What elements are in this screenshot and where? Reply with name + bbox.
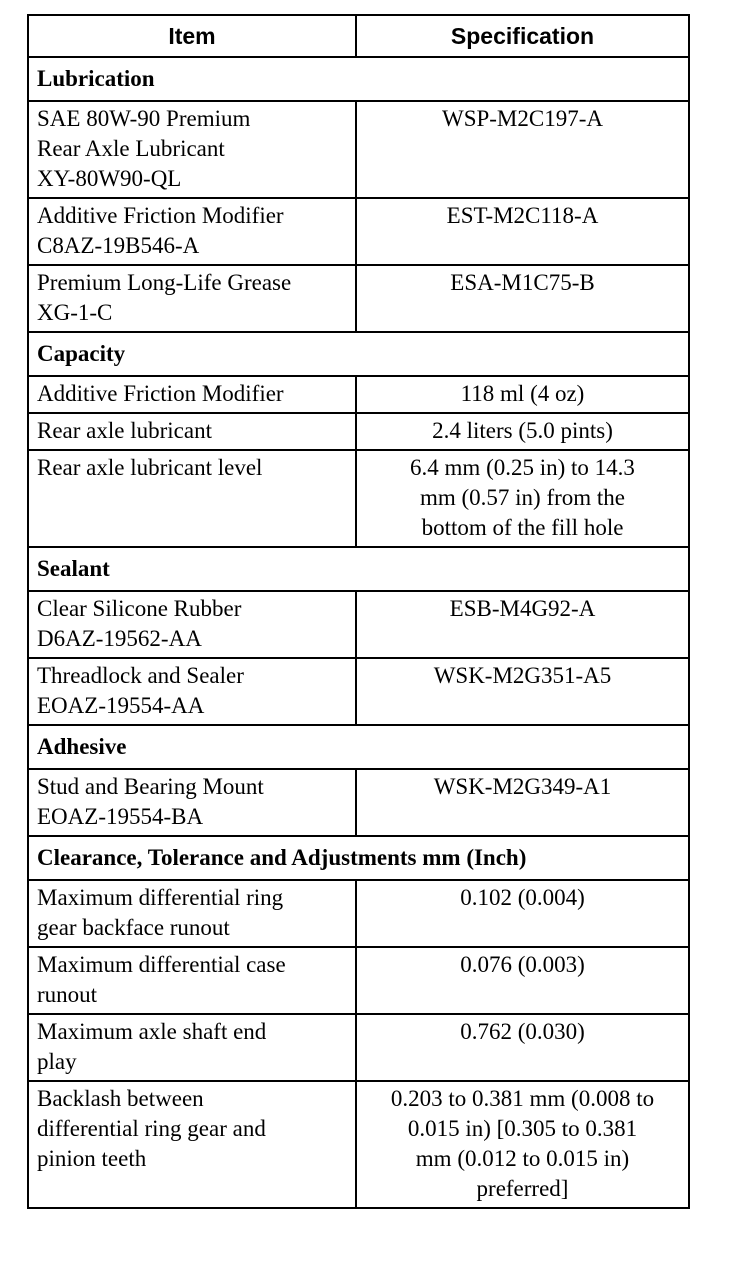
item-text: Premium Long-Life Grease <box>37 270 292 295</box>
spec-text: 118 ml (4 oz) <box>460 381 585 406</box>
item-cell <box>28 1081 356 1208</box>
spec-cell <box>356 769 689 836</box>
item-cell <box>28 1014 356 1081</box>
item-text: Threadlock and Sealer <box>37 663 244 688</box>
spec-cell <box>356 1081 689 1208</box>
item-cell <box>28 450 356 547</box>
spec-text: ESB-M4G92-A <box>449 596 596 621</box>
spec-cell <box>356 880 689 947</box>
spec-text: 0.203 to 0.381 mm (0.008 to <box>390 1086 655 1111</box>
section-row-sealant <box>28 547 689 591</box>
spec-text: 0.762 (0.030) <box>460 1019 585 1044</box>
table-row <box>28 413 689 450</box>
table-row <box>28 1081 689 1208</box>
section-title: Sealant <box>28 547 689 591</box>
spec-text: bottom of the fill hole <box>421 515 624 540</box>
spec-cell <box>356 376 689 413</box>
item-text: EOAZ-19554-AA <box>37 693 205 718</box>
table-row <box>28 769 689 836</box>
item-text: runout <box>37 982 98 1007</box>
section-title: Lubrication <box>28 57 689 101</box>
spec-text: EST-M2C118-A <box>446 203 599 228</box>
spec-text: mm (0.57 in) from the <box>419 485 626 510</box>
spec-text: WSP-M2C197-A <box>441 106 603 131</box>
item-text: Rear axle lubricant <box>37 418 212 443</box>
item-text: Clear Silicone Rubber <box>37 596 242 621</box>
spec-cell <box>356 947 689 1014</box>
item-text: D6AZ-19562-AA <box>37 626 202 651</box>
header-specification: Specification <box>356 15 689 57</box>
item-text: Maximum axle shaft end <box>37 1019 267 1044</box>
item-cell <box>28 769 356 836</box>
item-text: EOAZ-19554-BA <box>37 804 204 829</box>
table-row <box>28 198 689 265</box>
table-row <box>28 101 689 198</box>
section-title: Capacity <box>28 332 689 376</box>
spec-text: 0.076 (0.003) <box>460 952 585 977</box>
spec-cell <box>356 658 689 725</box>
section-row-lubrication <box>28 57 689 101</box>
section-row-clearance <box>28 836 689 880</box>
item-text: XG-1-C <box>37 300 113 325</box>
item-text: XY-80W90-QL <box>37 166 182 191</box>
spec-cell <box>356 265 689 332</box>
item-text: SAE 80W-90 Premium <box>37 106 251 131</box>
item-text: Additive Friction Modifier <box>37 203 284 228</box>
section-title: Adhesive <box>28 725 689 769</box>
item-cell <box>28 413 356 450</box>
section-row-adhesive <box>28 725 689 769</box>
item-cell <box>28 658 356 725</box>
table-row <box>28 450 689 547</box>
item-text: C8AZ-19B546-A <box>37 233 200 258</box>
specification-table <box>27 14 690 1209</box>
item-cell <box>28 947 356 1014</box>
spec-cell <box>356 198 689 265</box>
spec-text: 6.4 mm (0.25 in) to 14.3 <box>410 455 635 480</box>
spec-text: ESA-M1C75-B <box>450 270 595 295</box>
table-row <box>28 658 689 725</box>
item-cell <box>28 376 356 413</box>
spec-cell <box>356 591 689 658</box>
spec-text: mm (0.012 to 0.015 in) <box>415 1146 630 1171</box>
spec-text: WSK-M2G349-A1 <box>433 774 612 799</box>
item-text: Maximum differential case <box>37 952 286 977</box>
spec-cell <box>356 101 689 198</box>
spec-cell <box>356 1014 689 1081</box>
spec-text: preferred] <box>476 1176 569 1201</box>
table-row <box>28 591 689 658</box>
header-item: Item <box>28 15 356 57</box>
table-row <box>28 947 689 1014</box>
item-cell <box>28 880 356 947</box>
section-row-capacity <box>28 332 689 376</box>
table-row <box>28 376 689 413</box>
spec-cell <box>356 413 689 450</box>
table-row <box>28 1014 689 1081</box>
spec-text: WSK-M2G351-A5 <box>433 663 612 688</box>
spec-text: 2.4 liters (5.0 pints) <box>432 418 613 443</box>
item-text: Additive Friction Modifier <box>37 381 284 406</box>
item-text: gear backface runout <box>37 915 230 940</box>
item-text: play <box>37 1049 77 1074</box>
section-title: Clearance, Tolerance and Adjustments mm (Inch) <box>28 836 689 880</box>
item-cell <box>28 265 356 332</box>
header-row <box>28 15 689 57</box>
table-row <box>28 265 689 332</box>
spec-cell <box>356 450 689 547</box>
item-cell <box>28 198 356 265</box>
item-text: Backlash between <box>37 1086 204 1111</box>
item-text: Rear axle lubricant level <box>37 455 263 480</box>
spec-text: 0.102 (0.004) <box>460 885 585 910</box>
item-text: differential ring gear and <box>37 1116 266 1141</box>
item-cell <box>28 101 356 198</box>
item-text: pinion teeth <box>37 1146 147 1171</box>
item-text: Maximum differential ring <box>37 885 284 910</box>
item-text: Rear Axle Lubricant <box>37 136 225 161</box>
spec-text: 0.015 in) [0.305 to 0.381 <box>407 1116 638 1141</box>
item-cell <box>28 591 356 658</box>
table-row <box>28 880 689 947</box>
item-text: Stud and Bearing Mount <box>37 774 264 799</box>
